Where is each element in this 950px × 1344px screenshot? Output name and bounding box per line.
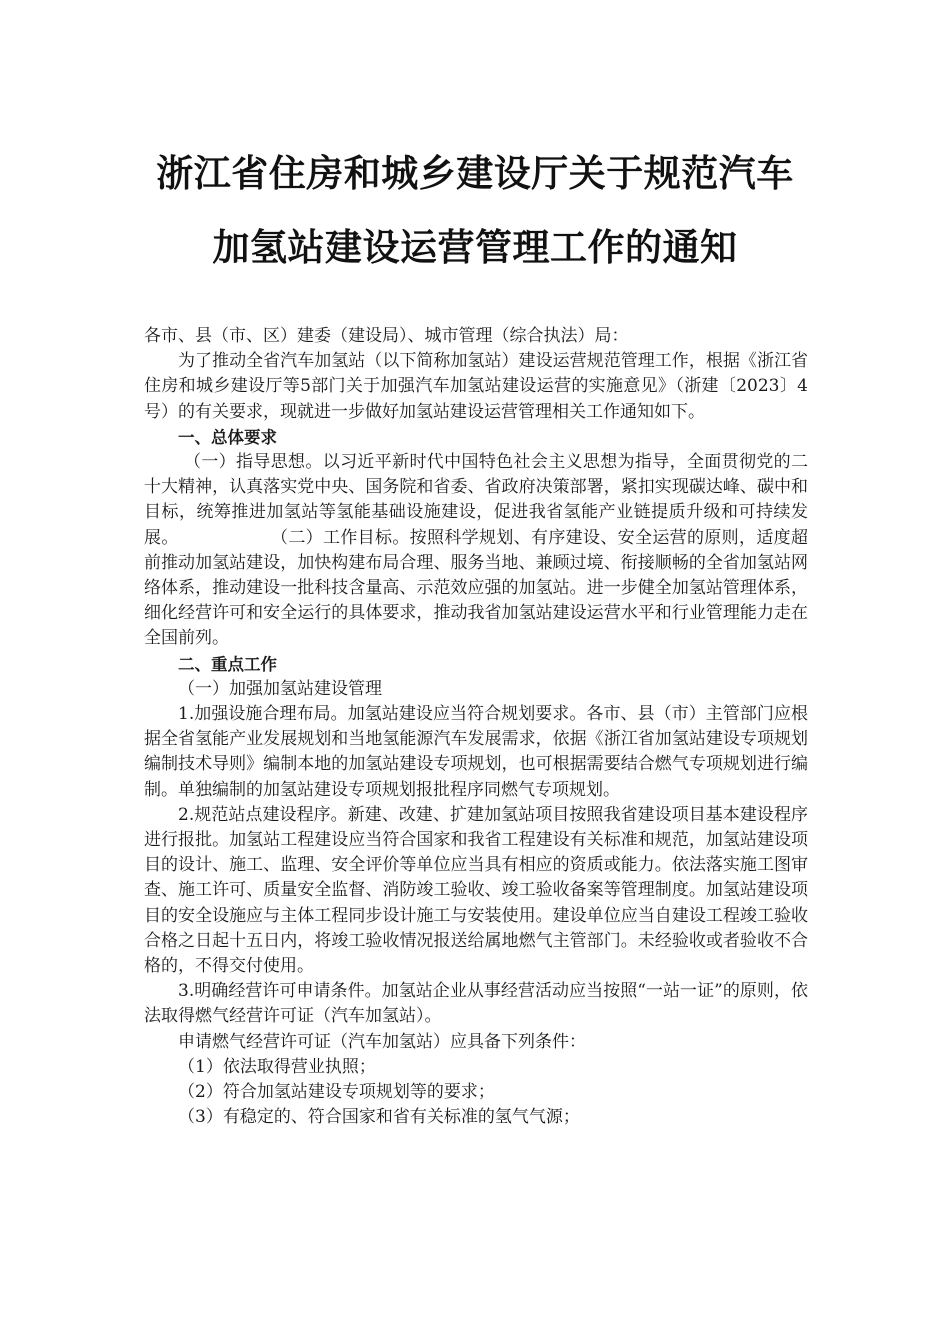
document-body — [144, 324, 808, 1131]
section2-subheading: （一）加强加氢站建设管理 — [178, 678, 382, 699]
condition-item: （1）依法取得营业执照； — [178, 1056, 376, 1077]
item3-paragraph: 3.明确经营许可申请条件。加氢站企业从事经营活动应当按照“一站一证”的原则，依法取得燃气经营许可证（汽车加氢站）。 — [144, 981, 808, 1027]
item2-paragraph: 2.规范站点建设程序。新建、改建、扩建加氢站项目按照我省建设项目基本建设程序进行报批。加氢站工程建设应当符合国家和我省工程建设有关标准和规范，加氢站建设项目的设计、施工、监理、安全评价等单位应当具有相应的资质或能力。依法落实施工图审查、施工许可、质量安全监督、消防竣工验收、竣工验收备案等管理制度。加氢站建设项目的安全设施应与主体工程同步设计施工与安装使用。建设单位应当自建设工程竣工验收合格之日起十五日内，将竣工验收情况报送给属地燃气主管部门。未经验收或者验收不合格的，不得交付使用。 — [144, 804, 808, 977]
section2-heading: 二、重点工作 — [178, 654, 277, 674]
document-title-line2: 加氢站建设运营管理工作的通知 — [212, 226, 738, 269]
condition-item: （3）有稳定的、符合国家和省有关标准的氢气气源； — [178, 1107, 580, 1128]
conditions-intro: 申请燃气经营许可证（汽车加氢站）应具备下列条件： — [178, 1031, 586, 1052]
item1-paragraph: 1.加强设施合理布局。加氢站建设应当符合规划要求。各市、县（市）主管部门应根据全省氢能产业发展规划和当地氢能源汽车发展需求，依据《浙江省加氢站建设专项规划编制技术导则》编制本地的加氢站建设专项规划，也可根据需要结合燃气专项规划进行编制。单独编制的加氢站建设专项规划报批程序同燃气专项规划。 — [144, 704, 808, 800]
intro-paragraph: 为了推动全省汽车加氢站（以下简称加氢站）建设运营规范管理工作，根据《浙江省住房和城乡建设厅等5部门关于加强汽车加氢站建设运营的实施意见》（浙建〔2023〕4号）的有关要求，现就进一步做好加氢站建设运营管理相关工作通知如下。 — [144, 351, 808, 422]
condition-item: （2）符合加氢站建设专项规划等的要求； — [178, 1082, 495, 1103]
document-title-line1: 浙江省住房和城乡建设厅关于规范汽车 — [156, 152, 794, 195]
section1-paragraph — [144, 450, 808, 652]
salutation: 各市、县（市、区）建委（建设局）、城市管理（综合执法）局： — [144, 326, 629, 346]
work-goal-text: （二）工作目标。按照科学规划、有序建设、安全运营的原则，适度超前推动加氢站建设，加快构建布局合理、服务当地、兼顾过境、衔接顺畅的全省加氢站网络体系，推动建设一批科技含量高、示范效应强的加氢站。进一步健全加氢站管理体系，细化经营许可和安全运行的具体要求，推动我省加氢站建设运营水平和行业管理能力走在全国前列。 — [144, 527, 809, 649]
guiding-thought-text: （一）指导思想。以习近平新时代中国特色社会主义思想为指导，全面贯彻党的二十大精神，认真落实党中央、国务院和省委、省政府决策部署，紧扣实现碳达峰、碳中和目标，统筹推进加氢站等氢能基础设施建设，促进我省氢能产业链提质升级和可持续发展。 — [144, 452, 808, 548]
section1-heading: 一、总体要求 — [178, 427, 277, 447]
